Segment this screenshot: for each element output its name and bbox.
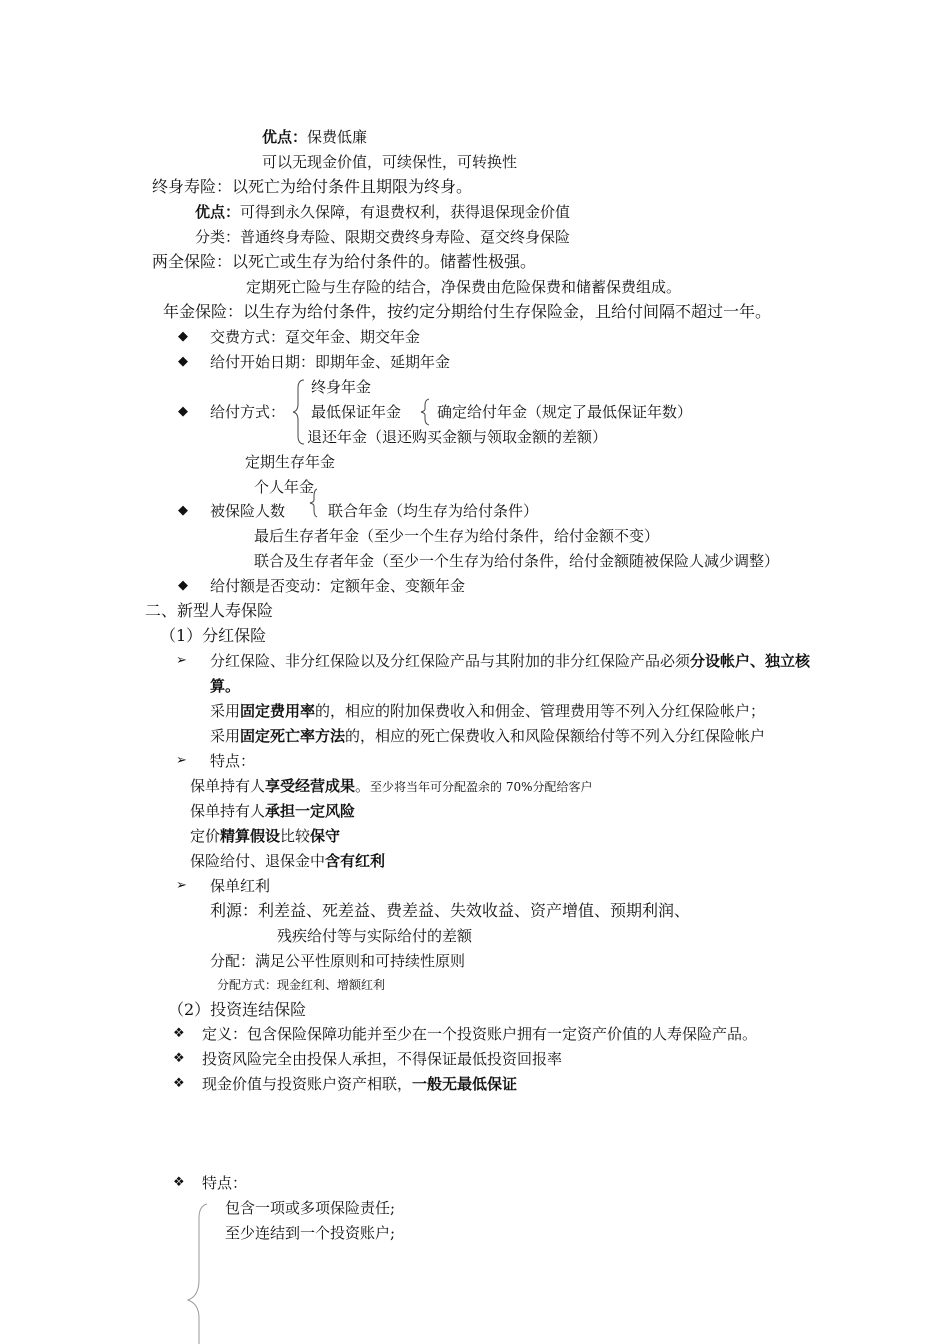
rule-bold: 固定费用率 <box>240 702 316 720</box>
feature-post: 。 <box>355 777 371 795</box>
rule-post: 的，相应的死亡保费收入和风险保额给付等不列入分红保险帐户 <box>345 727 766 745</box>
feature-note: 至少将当年可分配盈余的 70%分配给客户 <box>370 780 593 794</box>
annuity-joint-survivor: 联合及生存者年金（至少一个生存为给付条件，给付金额随被保险人减少调整） <box>254 552 780 570</box>
feature-dividend <box>190 851 385 871</box>
annuity-amount-variation: 给付额是否变动：定额年金、变额年金 <box>210 577 466 595</box>
annuity-start-date: 给付开始日期：即期年金、延期年金 <box>210 353 451 371</box>
annuity-term-survival: 定期生存年金 <box>245 453 336 471</box>
features-label: 特点： <box>210 752 256 770</box>
feature-pricing <box>190 826 340 846</box>
whole-life-category: 分类：普通终身寿险、限期交费终身寿险、趸交终身保险 <box>195 228 571 246</box>
endowment-line2: 定期死亡险与生存险的结合，净保费由危险保费和储蓄保费组成。 <box>246 278 682 296</box>
rule-bold-cont: 算。 <box>210 677 241 695</box>
left-brace-icon <box>185 1200 209 1344</box>
participating-account-rule <box>210 651 810 671</box>
annuity-insured-count: 被保险人数 <box>210 502 286 520</box>
feature-pre: 保单持有人 <box>190 777 266 795</box>
endowment-line <box>152 252 536 272</box>
feature-pre: 保单持有人 <box>190 802 266 820</box>
participating-account-rule-cont <box>210 676 240 696</box>
left-brace-icon <box>309 488 319 518</box>
whole-life-label: 终身寿险： <box>152 177 233 196</box>
feature-pre: 保险给付、退保金中 <box>190 852 326 870</box>
dividend-distribution: 分配：满足公平性原则和可持续性原则 <box>210 952 466 970</box>
feature-mid: 比较 <box>280 827 311 845</box>
arrow-bullet-icon: ➢ <box>176 878 187 893</box>
left-brace-icon <box>419 398 431 426</box>
unit-linked-features-label: 特点： <box>202 1174 248 1192</box>
annuity-last-survivor: 最后生存者年金（至少一个生存为给付条件，给付金额不变） <box>254 527 660 545</box>
endowment-text: 以死亡或生存为给付条件的。储蓄性极强。 <box>232 252 537 271</box>
annuity-joint: 联合年金（均生存为给付条件） <box>328 502 539 520</box>
unit-linked-title: （2）投资连结保险 <box>168 1000 307 1019</box>
dividend-source: 利源：利差益、死差益、费差益、失效收益、资产增值、预期利润、 <box>210 901 691 920</box>
feature-pre: 定价 <box>190 827 221 845</box>
rule-pre: 采用 <box>210 727 241 745</box>
annuity-line <box>163 302 771 322</box>
unit-linked-feature-2: 至少连结到一个投资账户; <box>225 1224 396 1242</box>
annuity-pay-refund: 退还年金（退还购买金额与领取金额的差额） <box>307 428 608 446</box>
whole-life-adv-text: 可得到永久保障，有退费权利，获得退保现金价值 <box>240 203 571 221</box>
annuity-payment-mode: 交费方式：趸交年金、期交年金 <box>210 328 421 346</box>
participating-title: （1）分红保险 <box>160 626 267 645</box>
clover-bullet-icon: ❖ <box>173 1026 185 1041</box>
unit-linked-feature-1: 包含一项或多项保险责任; <box>225 1199 396 1217</box>
arrow-bullet-icon: ➢ <box>176 653 187 668</box>
diamond-bullet-icon: ◆ <box>178 354 188 369</box>
term-adv-text: 保费低廉 <box>307 128 368 146</box>
rule-text: 分红保险、非分红保险以及分红保险产品与其附加的非分红保险产品必须 <box>210 652 691 670</box>
rule-bold: 分设帐户、独立核 <box>690 652 811 670</box>
term-adv-line2: 可以无现金价值，可续保性，可转换性 <box>262 153 518 171</box>
dividend-distribution-method: 分配方式：现金红利、增额红利 <box>217 978 386 992</box>
left-brace-icon <box>292 378 306 446</box>
unit-linked-definition: 定义：包含保险保障功能并至少在一个投资账户拥有一定资产价值的人寿保险产品。 <box>202 1025 758 1043</box>
feature-operating-results <box>190 776 593 797</box>
clover-bullet-icon: ❖ <box>173 1051 185 1066</box>
feature-risk <box>190 801 355 821</box>
policy-dividend-label: 保单红利 <box>210 877 271 895</box>
annuity-pay-whole-life: 终身年金 <box>311 378 372 396</box>
whole-life-text: 以死亡为给付条件且期限为终身。 <box>232 177 473 196</box>
diamond-bullet-icon: ◆ <box>178 503 188 518</box>
unit-linked-risk: 投资风险完全由投保人承担，不得保证最低投资回报率 <box>202 1050 563 1068</box>
section-title: 二、新型人寿保险 <box>145 601 274 620</box>
whole-life-adv <box>195 202 570 222</box>
feature-bold: 含有红利 <box>325 852 386 870</box>
rule-pre: 采用 <box>210 702 241 720</box>
whole-life-line <box>152 177 472 197</box>
dividend-source-cont: 残疾给付等与实际给付的差额 <box>277 927 473 945</box>
feature-bold: 承担一定风险 <box>265 802 356 820</box>
term-adv-line <box>262 127 367 147</box>
diamond-bullet-icon: ◆ <box>178 578 188 593</box>
cash-value-bold: 一般无最低保证 <box>412 1075 518 1093</box>
rule-post: 的，相应的附加保费收入和佣金、管理费用等不列入分红保险帐户； <box>315 702 766 720</box>
fixed-expense-rule <box>210 701 765 721</box>
clover-bullet-icon: ❖ <box>173 1076 185 1091</box>
annuity-personal: 个人年金 <box>254 478 315 496</box>
term-adv-label: 优点： <box>262 128 308 146</box>
clover-bullet-icon: ❖ <box>173 1175 185 1190</box>
arrow-bullet-icon: ➢ <box>176 753 187 768</box>
feature-bold: 精算假设 <box>220 827 281 845</box>
feature-bold: 享受经营成果 <box>265 777 356 795</box>
endowment-label: 两全保险： <box>152 252 233 271</box>
annuity-label: 年金保险： <box>163 302 244 321</box>
whole-life-adv-label: 优点： <box>195 203 241 221</box>
annuity-pay-method-label: 给付方式： <box>210 403 286 421</box>
cash-value-pre: 现金价值与投资账户资产相联， <box>202 1075 413 1093</box>
rule-bold: 固定死亡率方法 <box>240 727 346 745</box>
annuity-text: 以生存为给付条件，按约定分期给付生存保险金，且给付间隔不超过一年。 <box>243 302 772 321</box>
feature-bold: 保守 <box>310 827 341 845</box>
annuity-pay-min-guarantee: 最低保证年金 <box>311 403 402 421</box>
annuity-pay-certain: 确定给付年金（规定了最低保证年数） <box>437 403 693 421</box>
unit-linked-cash-value <box>202 1074 517 1094</box>
diamond-bullet-icon: ◆ <box>178 329 188 344</box>
fixed-mortality-rule <box>210 726 765 746</box>
diamond-bullet-icon: ◆ <box>178 404 188 419</box>
